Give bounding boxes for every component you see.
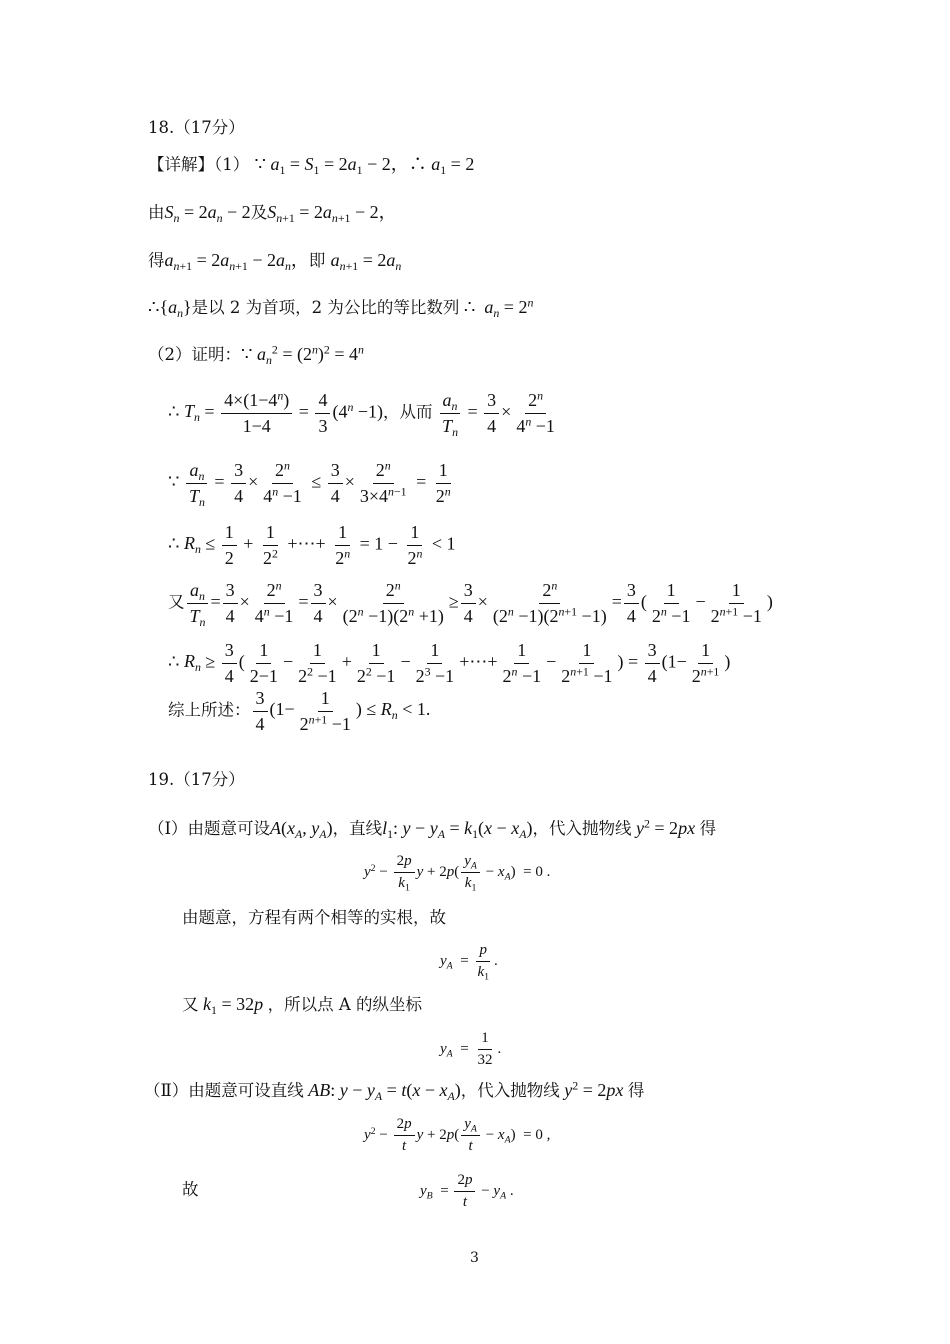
q18-heading: 18.（17分）: [148, 118, 245, 137]
q18-line-ineq1: ∵ $\frac{a_n}{T_n}$ = $\frac{3}{4}$ × $\frac{2^n}{4^n -1}$ ≤ $\frac{3}{4}$ × $\frac{2^n}{3\times 4^{n-1}}$ = $\frac{1}{2^n}$: [168, 458, 451, 509]
q19-eq-yb: $y_B$ = $\frac{2p}{t}$ − $y_A$ .: [420, 1172, 514, 1211]
q18-line-Rn-upper: ∴ $R_n$ ≤ $\frac{1}{2}$ + $\frac{1}{2^2}$ +⋯+ $\frac{1}{2^n}$ = 1 − $\frac{1}{2^n}$ < 1: [168, 522, 456, 568]
part-2-label: （2）证明：: [148, 345, 241, 364]
q18-line-Tn: ∴ $T_n$ = $\frac{4\times(1-4^n)}{1-4}$ = $\frac{4}{3}$ $(4^n -1)$，从而 $\frac{a_n}{T_n}$ = $\frac{3}{4}$ × $\frac{2^n}{4^n -1}$: [168, 388, 555, 439]
q19-eq-1: $y^2$ − $\frac{2p}{k_1}$ y + 2p( $\frac{y_A}{k_1}$ − $x_A) = 0$ .: [364, 853, 551, 894]
q19-gu: 故: [182, 1180, 199, 1199]
q19-part2-line: （Ⅱ）由题意可设直线 AB: $y - y_A = t(x - x_A)$，代入抛物线 $y^2 = 2px$ 得: [144, 1078, 645, 1104]
q18-line-ineq2: 又 $\frac{a_n}{T_n}$ = $\frac{3}{4}$ × $\frac{2^n}{4^n -1}$ = $\frac{3}{4}$ × $\frac{2^n}{(2^n -1)(2^n +1)}$ ≥ $\frac{3}{4}$ × $\frac{2^n}{(2^n -1)(2^{n+1} -1)}$ = $\frac{3}{4}$ ( $\frac{1}{2^n -1}$ − $\frac{1}{2^{n+1} -1}$ ): [168, 578, 773, 629]
q19-heading: 19.（17分）: [148, 770, 245, 789]
q19-equal-roots: 由题意，方程有两个相等的实根，故: [182, 908, 446, 927]
q19-eq-ya: $y_A$ = $\frac{p}{k_1}$ .: [440, 942, 498, 983]
q19-eq-2: $y^2$ − $\frac{2p}{t}$ y + 2p( $\frac{y_A}{t}$ − $x_A) = 0$ ,: [364, 1116, 551, 1155]
q19-eq-ya-value: $y_A$ = $\frac{1}{32}$ .: [440, 1030, 502, 1069]
q18-line-1: 【详解】（1） ∵ $a_1 = S_1 = 2a_1 - 2$，∴ $a_1 = 2$: [148, 154, 475, 178]
q18-line-3: 得$a_{n+1} = 2a_{n+1} - 2a_n$，即 $a_{n+1} = 2a_n$: [148, 250, 402, 274]
q19-part1-line: （Ⅰ）由题意可设$A(x_A$, $y_A$)，直线$l_1$: $y - y_A = k_1(x - x_A)$，代入抛物线 $y^2 = 2px$ 得: [148, 816, 717, 842]
part-1-label: （1）: [214, 155, 250, 174]
q18-line-Rn-lower: ∴ $R_n$ ≥ $\frac{3}{4}$ ( $\frac{1}{2-1}$ − $\frac{1}{2^2 -1}$ + $\frac{1}{2^2 -1}$ − $\frac{1}{2^3 -1}$ +⋯+ $\frac{1}{2^n -1}$ − $\frac{1}{2^{n+1} -1}$ ) = $\frac{3}{4}$ (1− $\frac{1}{2^{n+1}}$ ): [168, 640, 731, 686]
page-number: 3: [470, 1250, 479, 1266]
q18-line-summary: 综上所述： $\frac{3}{4}$ (1− $\frac{1}{2^{n+1} -1}$ ) ≤ $R_n < 1$.: [168, 688, 431, 734]
q18-line-4: $\therefore\{a_n\}$是以 2 为首项，2 为公比的等比数列 ∴ $a_n = 2^n$: [148, 295, 534, 321]
q19-also-k: 又 $k_1 = 32p$ ，所以点 A 的纵坐标: [182, 994, 422, 1018]
q18-line-2: 由$S_n = 2a_n - 2$及$S_{n+1} = 2a_{n+1} - 2$，: [148, 202, 397, 226]
detail-tag: 【详解】: [148, 155, 214, 174]
q18-line-5: （2）证明：∵ $a_n^2 = (2^n)^2 = 4^n$: [148, 342, 364, 368]
